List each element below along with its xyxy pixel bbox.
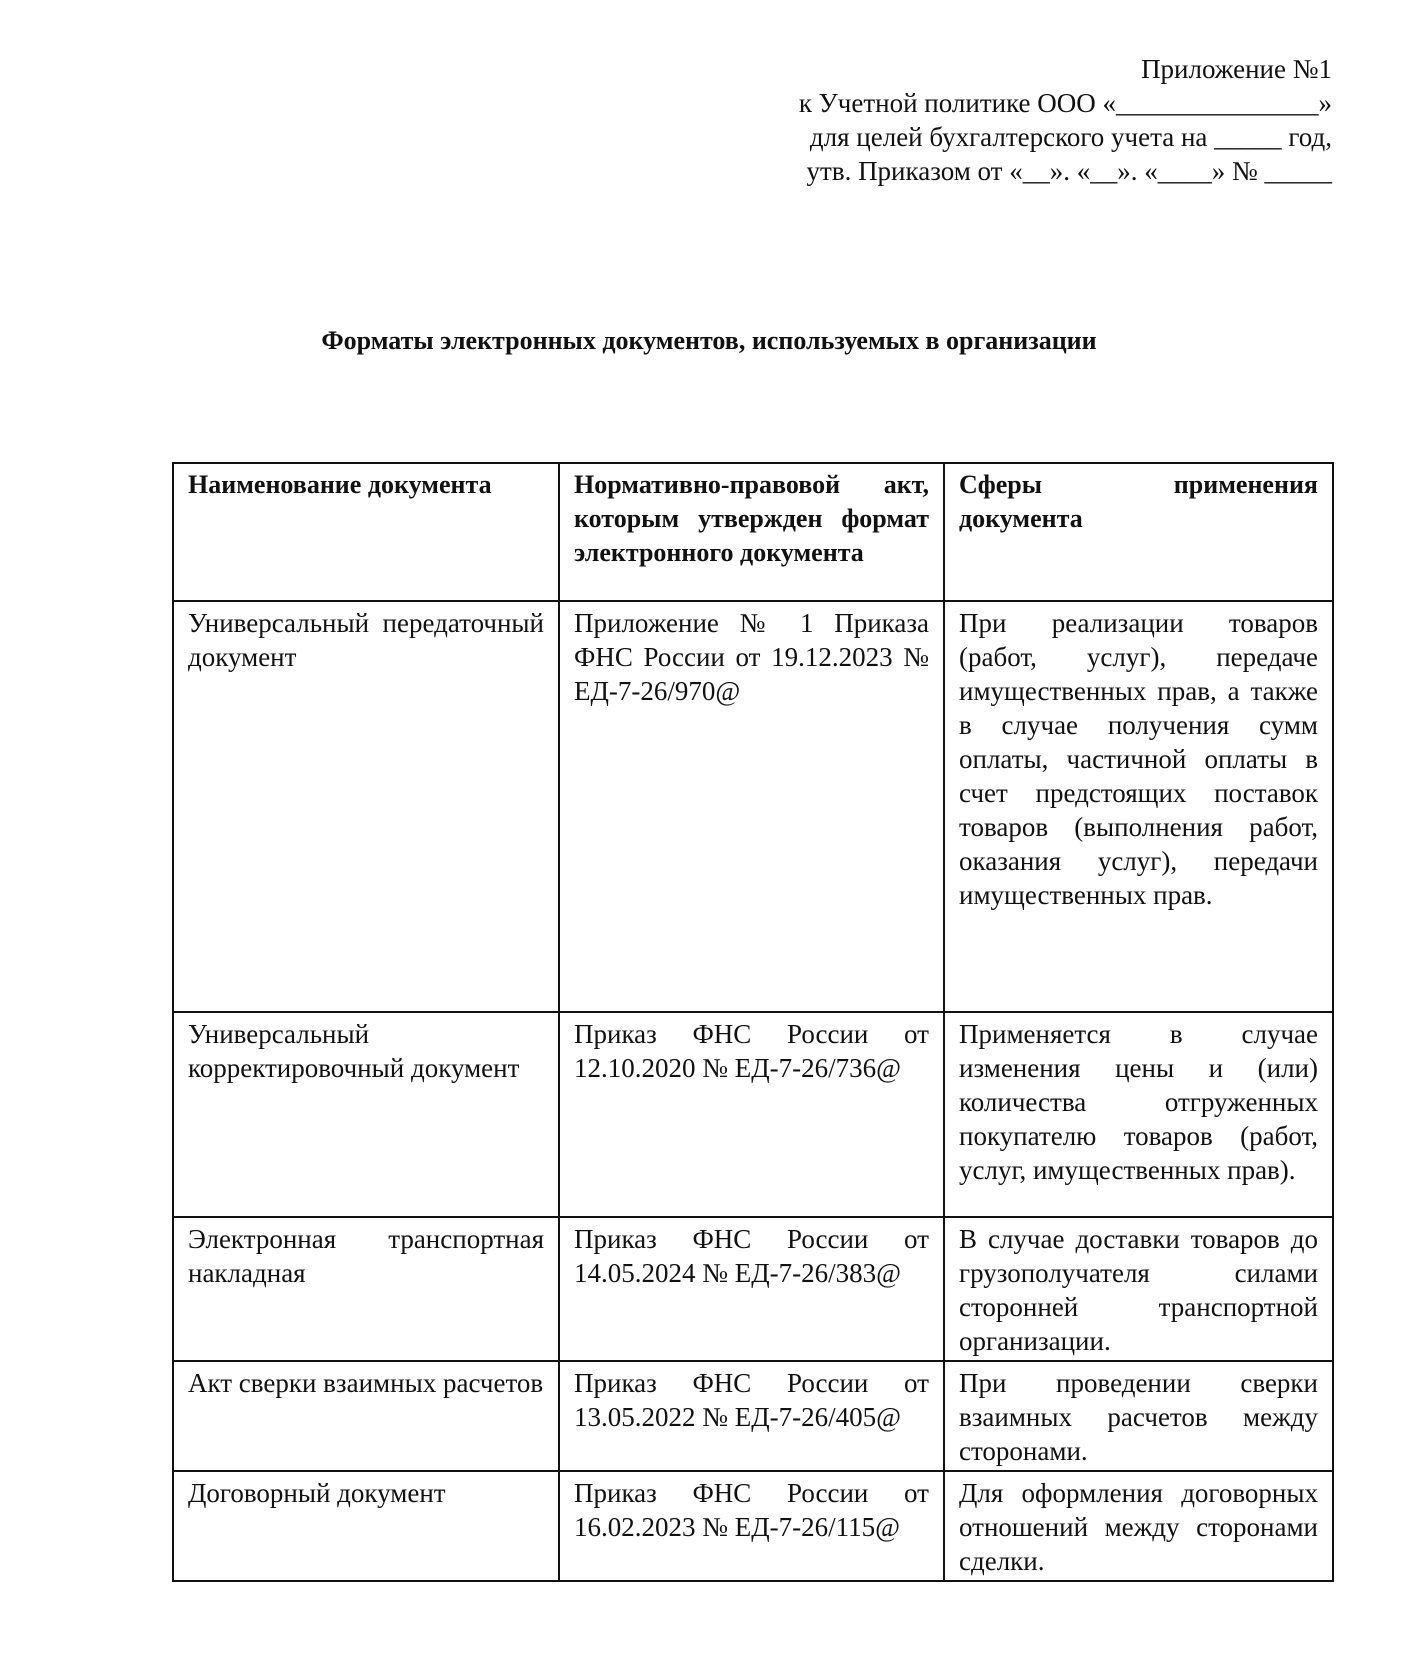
table-row: [173, 1217, 1333, 1361]
appendix-header: [732, 52, 1332, 188]
cell-scope: При реализации товаров (работ, услуг), передаче имущественных прав, а также в случае получения сумм оплаты, частичной оплаты в счет предстоящих поставок товаров (выполнения работ, оказания услуг), передачи имущественных прав.: [944, 601, 1333, 1012]
appendix-number: Приложение №1: [1141, 54, 1332, 84]
cell-scope: Применяется в случае изменения цены и (или) количества отгруженных покупателю товаров (работ, услуг, имущественных прав).: [944, 1012, 1333, 1217]
formats-table: [172, 462, 1334, 1582]
cell-document-name: Универсальный передаточный документ: [173, 601, 559, 1012]
cell-legal-act: Приказ ФНС России от 13.05.2022 № ЕД-7-26/405@: [559, 1361, 944, 1471]
column-header-scope: Сферы применения документа: [944, 463, 1333, 601]
cell-document-name: Электронная транспортная накладная: [173, 1217, 559, 1361]
table-header-row: [173, 463, 1333, 601]
cell-scope: При проведении сверки взаимных расчетов между сторонами.: [944, 1361, 1333, 1471]
cell-document-name: Акт сверки взаимных расчетов: [173, 1361, 559, 1471]
table-row: [173, 1361, 1333, 1471]
column-header-act: Нормативно-правовой акт, которым утвержден формат электронного документа: [559, 463, 944, 601]
appendix-order-ref: утв. Приказом от «__». «__». «____» № _____: [806, 156, 1332, 186]
cell-scope: Для оформления договорных отношений между сторонами сделки.: [944, 1471, 1333, 1581]
column-header-name: Наименование документа: [173, 463, 559, 601]
document-title: Форматы электронных документов, используемых в организации: [321, 326, 1097, 355]
cell-legal-act: Приказ ФНС России от 14.05.2024 № ЕД-7-26/383@: [559, 1217, 944, 1361]
table-row: [173, 1471, 1333, 1581]
cell-document-name: Договорный документ: [173, 1471, 559, 1581]
cell-legal-act: Приказ ФНС России от 12.10.2020 № ЕД-7-26/736@: [559, 1012, 944, 1217]
cell-legal-act: Приказ ФНС России от 16.02.2023 № ЕД-7-26/115@: [559, 1471, 944, 1581]
cell-legal-act: Приложение № 1 Приказа ФНС России от 19.12.2023 № ЕД-7-26/970@: [559, 601, 944, 1012]
cell-scope: В случае доставки товаров до грузополучателя силами сторонней транспортной организации.: [944, 1217, 1333, 1361]
table-row: [173, 1012, 1333, 1217]
table-row: [173, 601, 1333, 1012]
cell-document-name: Универсальный корректировочный документ: [173, 1012, 559, 1217]
appendix-purpose: для целей бухгалтерского учета на _____ год,: [809, 122, 1332, 152]
appendix-policy-ref: к Учетной политике ООО «_______________»: [798, 88, 1332, 118]
